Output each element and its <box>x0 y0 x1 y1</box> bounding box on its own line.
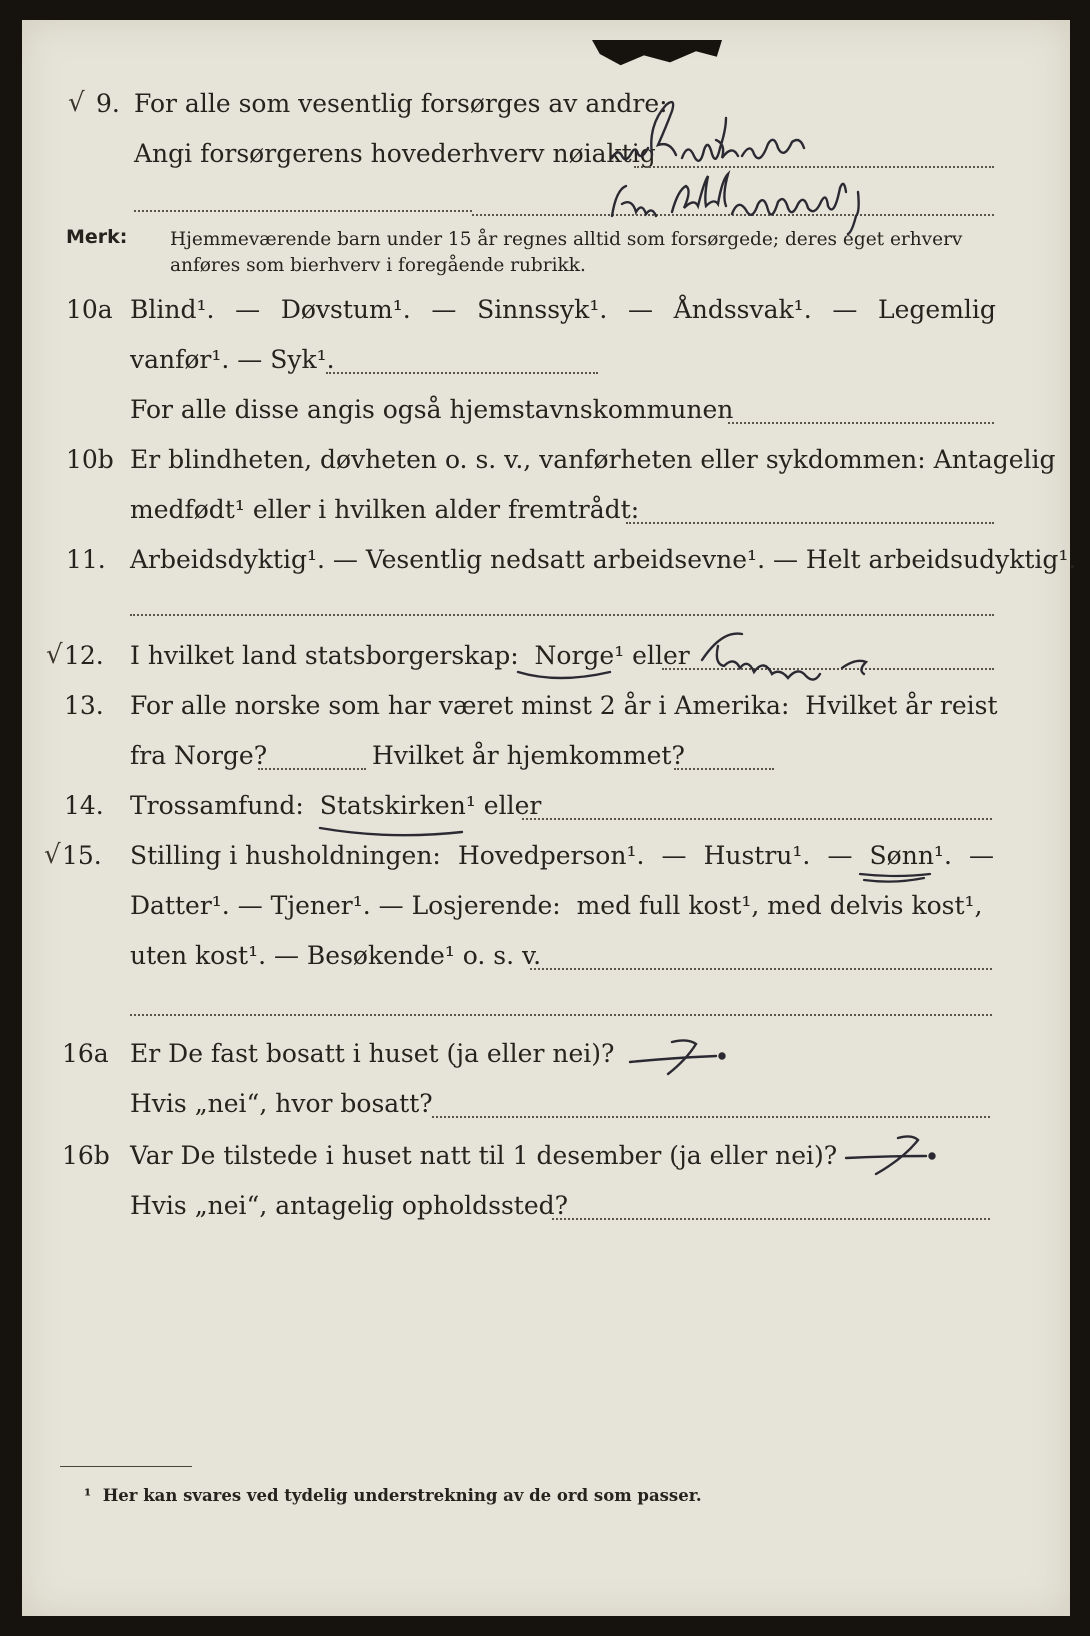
underline-mark <box>858 868 938 888</box>
q16b-line2: Hvis „nei“, antagelig opholdssted? <box>130 1191 569 1220</box>
question-number: 9. <box>96 89 120 118</box>
question-number: 16b <box>62 1141 110 1170</box>
question-number: 14. <box>64 791 104 820</box>
footnote-rule <box>60 1466 192 1467</box>
q9-line1: For alle som vesentlig forsørges av andre: <box>134 89 668 118</box>
question-number: 10b <box>66 445 114 474</box>
note-line2: anføres som bierhverv i foregående rubrikk. <box>170 255 586 276</box>
q10a-line2: vanfør¹. — Syk¹. <box>130 345 335 374</box>
footnote: ¹ Her kan svares ved tydelig understrekning av de ord som passer. <box>84 1486 702 1505</box>
handwritten-occupation <box>592 80 932 240</box>
question-number: 15. <box>62 841 102 870</box>
answer-line[interactable] <box>674 768 774 770</box>
answer-line[interactable] <box>134 210 472 212</box>
q16b-line1: Var De tilstede i huset natt til 1 desember (ja eller nei)? <box>130 1141 838 1170</box>
check-mark-icon: √ <box>46 640 63 670</box>
answer-line[interactable] <box>432 1116 990 1118</box>
check-mark-icon: √ <box>68 88 85 118</box>
option-dovstum[interactable]: Døvstum¹. <box>280 295 411 324</box>
check-mark-icon: √ <box>44 840 61 870</box>
option-andssvak[interactable]: Åndssvak¹. <box>673 295 812 324</box>
option-blind[interactable]: Blind¹. <box>130 295 215 324</box>
q10a-line3: For alle disse angis også hjemstavnskommunen <box>130 395 734 424</box>
dash: — <box>832 295 858 324</box>
dash: — <box>431 295 457 324</box>
answer-line[interactable] <box>522 818 992 820</box>
option-sonn[interactable]: Sønn¹. <box>869 841 952 870</box>
q10b-line2: medfødt¹ eller i hvilken alder fremtrådt: <box>130 495 640 524</box>
q15-line2: Datter¹. — Tjener¹. — Losjerende: med full kost¹, med delvis kost¹, <box>130 891 983 920</box>
q9-line2: Angi forsørgerens hovederhverv nøiaktig <box>134 139 656 168</box>
q16a-line1: Er De fast bosatt i huset (ja eller nei)? <box>130 1039 615 1068</box>
note-line1: Hjemmeværende barn under 15 år regnes alltid som forsørgede; deres eget erhverv <box>170 229 963 250</box>
dash: — <box>661 841 687 870</box>
answer-line[interactable] <box>626 522 994 524</box>
question-number: 13. <box>64 691 104 720</box>
question-number: 11. <box>66 545 106 574</box>
q15-line3: uten kost¹. — Besøkende¹ o. s. v. <box>130 941 542 970</box>
q13-line2b: Hvilket år hjemkommet? <box>372 741 685 770</box>
question-number: 12. <box>64 641 104 670</box>
option-legemlig[interactable]: Legemlig <box>878 295 996 324</box>
q10a-line1 <box>130 294 996 326</box>
dash: — <box>627 295 653 324</box>
dash: — <box>827 841 853 870</box>
census-form-page <box>22 20 1077 1616</box>
question-number: 16a <box>62 1039 109 1068</box>
answer-line[interactable] <box>530 968 992 970</box>
option-hustru[interactable]: Hustru¹. <box>703 841 811 870</box>
question-number: 10a <box>66 295 113 324</box>
q12-line1: I hvilket land statsborgerskap: Norge¹ eller <box>130 641 690 670</box>
option-sinnssyk[interactable]: Sinnssyk¹. <box>477 295 608 324</box>
note-label: Merk: <box>66 226 128 248</box>
label-husholdning: Stilling i husholdningen: <box>130 841 441 870</box>
answer-line[interactable] <box>728 422 994 424</box>
option-hovedperson[interactable]: Hovedperson¹. <box>457 841 645 870</box>
q10b-line1: Er blindheten, døvheten o. s. v., vanførheten eller sykdommen: Antagelig <box>130 445 1056 474</box>
q13-line2a: fra Norge? <box>130 741 268 770</box>
q13-line1: For alle norske som har været minst 2 år i Amerika: Hvilket år reist <box>130 691 998 720</box>
handwritten-answer-no <box>842 1130 952 1180</box>
answer-line[interactable] <box>130 1014 992 1016</box>
answer-line[interactable] <box>552 1218 990 1220</box>
handwritten-answer-no <box>626 1032 736 1082</box>
dash: — <box>235 295 261 324</box>
answer-line[interactable] <box>326 372 598 374</box>
answer-line[interactable] <box>130 614 994 616</box>
q14-line1: Trossamfund: Statskirken¹ eller <box>130 791 542 820</box>
underline-mark <box>318 820 468 840</box>
dash: — <box>968 841 994 870</box>
torn-edge <box>592 40 722 68</box>
q11-line1: Arbeidsdyktig¹. — Vesentlig nedsatt arbeidsevne¹. — Helt arbeidsudyktig¹. <box>130 545 1077 574</box>
q16a-line2: Hvis „nei“, hvor bosatt? <box>130 1089 433 1118</box>
answer-line[interactable] <box>258 768 366 770</box>
handwritten-country <box>512 620 932 690</box>
